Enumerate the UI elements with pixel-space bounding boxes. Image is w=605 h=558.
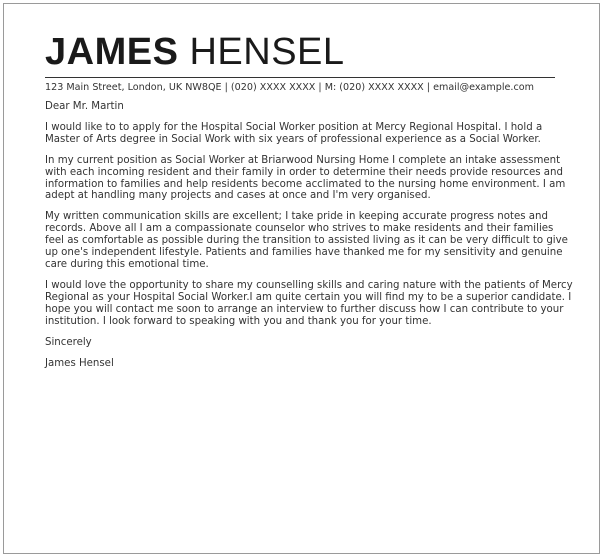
signature-name: James Hensel: [45, 358, 114, 370]
first-name: JAMES: [45, 31, 179, 73]
paragraph-closing-request: I would love the opportunity to share my counselling skills and caring nature with the patients of Mercy Regional as your Hospital Social Worker.I am quite certain you will find my to be a superior candidate. I hope you will contact me soon to arrange an interview to further discuss how I can contribute to your institution. I look forward to speaking with you and thank you for your time.: [45, 279, 573, 327]
cover-letter: [45, 32, 575, 370]
last-name: HENSEL: [189, 31, 345, 73]
applicant-name: [45, 32, 575, 72]
letter-page: [3, 3, 600, 554]
contact-line: 123 Main Street, London, UK NW8QE | (020) XXXX XXXX | M: (020) XXXX XXXX | email@example.com: [45, 77, 555, 94]
salutation: Dear Mr. Martin: [45, 101, 124, 112]
paragraph-intro: I would like to to apply for the Hospital Social Worker position at Mercy Regional Hospital. I hold a Master of Arts degree in Social Work with six years of professional experience as a Social Worker.: [45, 121, 543, 145]
letter-body: [45, 101, 575, 370]
paragraph-communication-skills: My written communication skills are excellent; I take pride in keeping accurate progress notes and records. Above all I am a compassionate counselor who strives to make residents and their families feel as comfortable as possible during the transition to assisted living as it can be very difficult to give up one's independent lifestyle. Patients and families have thanked me for my sensitivity and genuine care during this emotional time.: [45, 211, 568, 270]
closing: Sincerely: [45, 336, 92, 348]
paragraph-current-position: In my current position as Social Worker at Briarwood Nursing Home I complete an intake assessment with each incoming resident and their family in order to determine their needs provide resources and information to families and help residents become acclimated to the nursing home environment. I am adept at handling many projects and cases at once and I'm very organised.: [45, 154, 566, 202]
